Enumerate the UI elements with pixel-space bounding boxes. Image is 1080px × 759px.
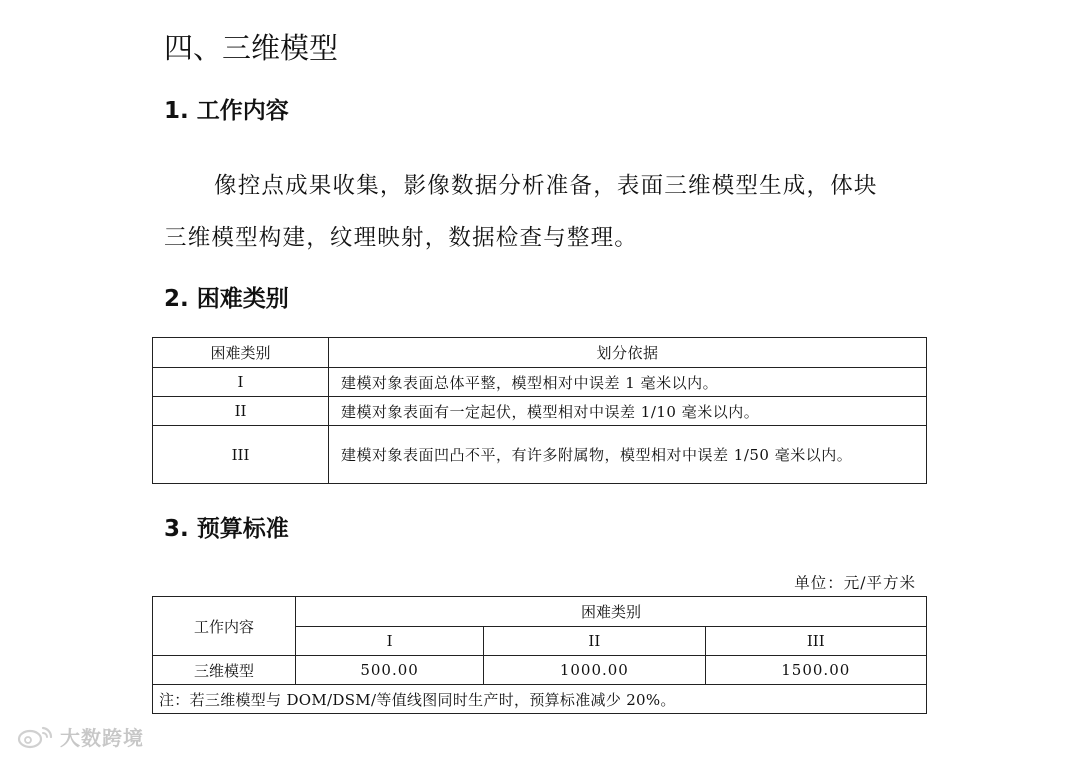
- table-header-row: [153, 338, 927, 368]
- table-row: [153, 656, 927, 685]
- weibo-logo-icon: [16, 724, 56, 750]
- division-basis: 建模对象表面总体平整，模型相对中误差 1 毫米以内。: [329, 368, 927, 397]
- difficulty-level: II: [153, 397, 329, 426]
- table-row: [153, 397, 927, 426]
- table-header-row: [153, 597, 927, 627]
- division-basis: 建模对象表面凹凸不平，有许多附属物，模型相对中误差 1/50 毫米以内。: [329, 426, 927, 484]
- budget-standard-title: 3. 预算标准: [164, 516, 289, 542]
- price-level-i: 500.00: [296, 656, 484, 685]
- header-difficulty-category: 困难类别: [296, 597, 927, 627]
- watermark-text: 大数跨境: [60, 726, 144, 750]
- unit-label: 单位：元/平方米: [794, 574, 916, 592]
- header-level-iii: III: [705, 627, 926, 656]
- header-difficulty-category: 困难类别: [153, 338, 329, 368]
- price-level-iii: 1500.00: [705, 656, 926, 685]
- difficulty-category-title: 2. 困难类别: [164, 286, 289, 312]
- division-basis: 建模对象表面有一定起伏，模型相对中误差 1/10 毫米以内。: [329, 397, 927, 426]
- difficulty-level: I: [153, 368, 329, 397]
- header-level-ii: II: [484, 627, 705, 656]
- table-row: [153, 426, 927, 484]
- header-division-basis: 划分依据: [329, 338, 927, 368]
- section-heading: 四、三维模型: [164, 31, 339, 65]
- watermark: [16, 722, 144, 751]
- table-note-row: [153, 685, 927, 714]
- header-work-content: 工作内容: [153, 597, 296, 656]
- header-level-i: I: [296, 627, 484, 656]
- difficulty-category-table: [152, 337, 927, 484]
- work-content-title: 1. 工作内容: [164, 98, 289, 124]
- work-content-paragraph-line-2: 三维模型构建，纹理映射，数据检查与整理。: [164, 225, 639, 251]
- difficulty-level: III: [153, 426, 329, 484]
- table-row: [153, 368, 927, 397]
- row-label: 三维模型: [153, 656, 296, 685]
- table-note: 注：若三维模型与 DOM/DSM/等值线图同时生产时，预算标准减少 20%。: [153, 685, 927, 714]
- price-level-ii: 1000.00: [484, 656, 705, 685]
- work-content-paragraph-line-1: 像控点成果收集，影像数据分析准备，表面三维模型生成，体块: [214, 173, 878, 199]
- budget-standard-table: [152, 596, 927, 714]
